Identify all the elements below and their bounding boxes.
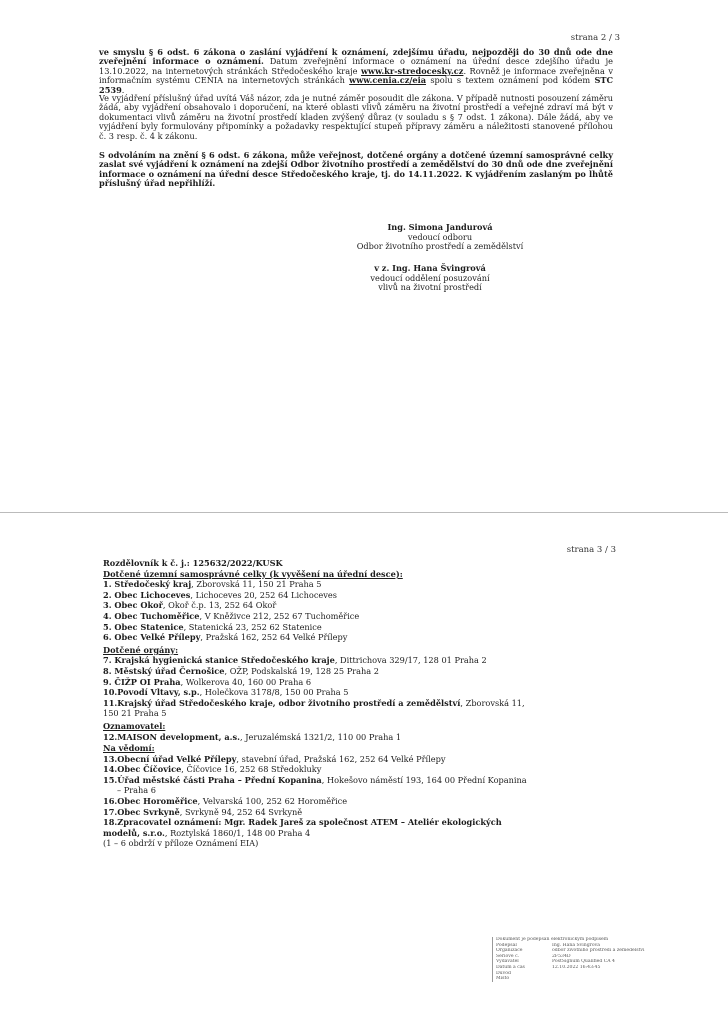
list-item: 7. Krajská hygienická stanice Středočeského kraje, Dittrichova 329/17, 128 01 Praha 2: [103, 655, 487, 666]
signatory-name: v z. Ing. Hana Švingrová: [374, 263, 486, 273]
paragraph-request: Ve vyjádření příslušný úřad uvítá Váš názor, zda je nutné záměr posoudit dle zákona. V případě nutnosti posouzení záměru žádá, aby vyjádření obsahovalo i doporučení, na které oblasti vlivů záměru na životní prostředí a veřejné zdraví má být v dokumentaci vlivů záměru na životní prostředí kladen zvýšený důraz (v souladu s § 7 odst. 1 zákona). Dále žádá, aby ve vyjádření byly formulovány připomínky a požadavky respektující stupeň přípravy záměru a náležitosti stanovené přílohou č. 3 resp. č. 4 k zákonu.: [99, 93, 613, 141]
list-item: 14.Obec Číčovice, Číčovice 16, 252 68 Středokluky: [103, 764, 322, 775]
signatory-role: vedoucí oddělení posuzování: [370, 272, 490, 283]
list-item-continuation: modelů, s.r.o., Roztylská 1860/1, 148 00 Praha 4: [103, 827, 311, 838]
signature-block-jandurova: [330, 223, 550, 252]
attachment-note: (1 – 6 obdrží v příloze Oznámení EIA): [103, 838, 259, 849]
section-notifier: Oznamovatel:: [103, 720, 166, 731]
stamp-key: Sériové č.: [496, 953, 520, 959]
list-item: 13.Obecní úřad Velké Přílepy, stavební úřad, Pražská 162, 252 64 Velké Přílepy: [103, 753, 446, 764]
list-item: 2. Obec Lichoceves, Lichoceves 20, 252 64 Lichoceves: [103, 589, 337, 600]
electronic-signature-stamp: [492, 937, 646, 982]
list-item: 9. ČIŽP OI Praha, Wolkerova 40, 160 00 Praha 6: [103, 676, 312, 687]
code-text: spolu s textem oznámení pod kódem: [426, 75, 595, 86]
list-item: 11.Krajský úřad Středočeského kraje, odbor životního prostředí a zemědělství, Zborovská 11,: [103, 697, 525, 708]
section-authorities: Dotčené orgány:: [103, 644, 179, 655]
list-item: 10.Povodí Vltavy, s.p., Holečkova 3178/8, 150 00 Praha 5: [103, 687, 349, 698]
stamp-key: Organizace: [496, 948, 523, 954]
list-item: 8. Městský úřad Černošice, OŽP, Podskalská 19, 128 25 Praha 2: [103, 665, 379, 676]
stamp-value: 2F534D: [552, 953, 571, 959]
publication-text: Datum zveřejnění informace o oznámení na úřední desce zdejšího úřadu je 13.10.2022, na internetových stránkách Středočeského kraje: [99, 56, 613, 76]
list-item: 6. Obec Velké Přílepy, Pražská 162, 252 64 Velké Přílepy: [103, 632, 348, 643]
section-municipalities: Dotčené územní samosprávné celky (k vyvěšení na úřední desce):: [103, 568, 403, 579]
document-page-2: [0, 0, 728, 505]
stamp-value: odbor životního prostředí a zemědělství: [552, 948, 645, 954]
list-item-continuation: – Praha 6: [117, 785, 156, 796]
paragraph-appeal: S odvoláním na znění § 6 odst. 6 zákona, může veřejnost, dotčené orgány a dotčené územní samosprávné celky zaslat své vyjádření k oznámení na zdejší Odbor životního prostředí a zemědělství do 30 dnů ode dne zveřejnění informace o oznámení na úřední desce Středočeského kraje, tj. do 14.11.2022. K vyjádřením zaslaným po lhůtě příslušný úřad nepřihlíží.: [99, 150, 613, 189]
page-number: strana 3 / 3: [566, 545, 616, 555]
stamp-key: Vydavatel: [496, 959, 519, 965]
list-item: 12.MAISON development, a.s., Jeruzalémská 1321/2, 110 00 Praha 1: [103, 731, 402, 742]
stamp-key: Podepsal: [496, 942, 517, 948]
stamp-value: PostSignum Qualified CA 4: [552, 959, 615, 965]
signatory-department: Odbor životního prostředí a zemědělství: [356, 241, 524, 252]
stamp-key: Důvod: [496, 970, 511, 976]
list-item: 5. Obec Statenice, Statenická 23, 252 62 Statenice: [103, 621, 322, 632]
signatory-role: vedoucí odboru: [407, 231, 473, 242]
list-item: 17.Obec Svrkyně, Svrkyně 94, 252 64 Svrkyně: [103, 806, 303, 817]
section-for-information: Na vědomí:: [103, 743, 155, 754]
list-item: 15.Úřad městské části Praha – Přední Kopanina, Hokešovo náměstí 193, 164 00 Přední Kopanina: [103, 774, 527, 785]
stamp-value: 12.10.2022 16:43:45: [552, 964, 601, 970]
period: .: [121, 84, 125, 95]
list-item: 16.Obec Horoměřice, Velvarská 100, 252 62 Horoměřice: [103, 796, 348, 807]
signatory-department: vlivů na životní prostředí: [378, 282, 482, 293]
stamp-key: Místo: [496, 976, 510, 982]
stamp-value: Ing. Hana Švingrová: [552, 942, 600, 948]
stamp-key: Datum a čas: [496, 964, 525, 970]
page-number: strana 2 / 3: [570, 33, 620, 43]
signature-block-svingrova: [320, 264, 540, 293]
stamp-title: Dokument je podepsán elektronickým podpisem: [496, 937, 609, 942]
project-code: STC 2539: [99, 75, 613, 95]
deadline-bold-text: ve smyslu § 6 odst. 6 zákona o zaslání vyjádření k oznámení, zdejšímu úřadu, nejpozději do 30 dnů ode dne zveřejnění informace o oznámení.: [99, 47, 613, 67]
list-item: 18.Zpracovatel oznámení: Mgr. Radek Jareš za společnost ATEM – Ateliér ekologických: [103, 817, 502, 828]
list-item: 3. Obec Okoř, Okoř č.p. 13, 252 64 Okoř: [103, 600, 277, 611]
list-item: 1. Středočeský kraj, Zborovská 11, 150 21 Praha 5: [103, 579, 322, 590]
kraj-website-link[interactable]: www.kr-stredocesky.cz: [361, 65, 464, 76]
list-item: 4. Obec Tuchoměřice, V Kněživce 212, 252 67 Tuchoměřice: [103, 610, 360, 621]
cenia-text: . Rovněž je informace zveřejněna v informačním systému CENIA na internetových stránkách: [99, 65, 613, 86]
paragraph-deadline: [99, 48, 613, 95]
list-item-continuation: 150 21 Praha 5: [103, 708, 167, 719]
signatory-name: Ing. Simona Jandurová: [387, 222, 493, 232]
distribution-list: [103, 558, 623, 849]
distribution-title: Rozdělovník k č. j.: 125632/2022/KUSK: [103, 558, 283, 568]
cenia-link[interactable]: www.cenia.cz/eia: [349, 75, 427, 86]
